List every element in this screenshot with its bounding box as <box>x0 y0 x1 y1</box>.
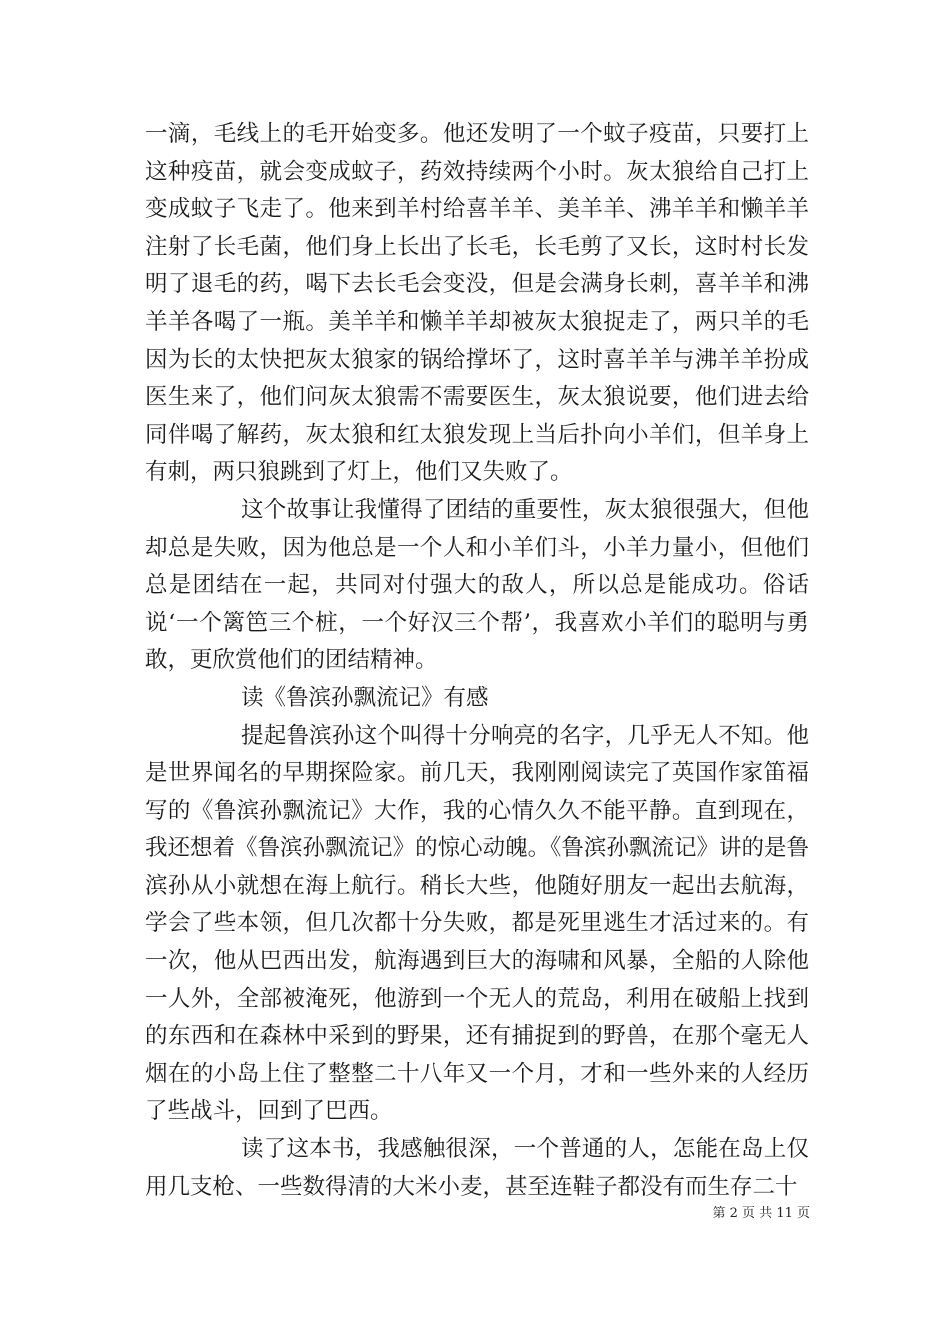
paragraph-story-continuation: 一滴，毛线上的毛开始变多。他还发明了一个蚊子疫苗，只要打上这种疫苗，就会变成蚊子，药效持续两个小时。灰太狼给自己打上变成蚊子飞走了。他来到羊村给喜羊羊、美羊羊、沸羊羊和懒羊羊注射了长毛菌，他们身上长出了长毛，长毛剪了又长，这时村长发明了退毛的药，喝下去长毛会变没，但是会满身长刺，喜羊羊和沸羊羊各喝了一瓶。美羊羊和懒羊羊却被灰太狼捉走了，两只羊的毛因为长的太快把灰太狼家的锅给撑坏了，这时喜羊羊与沸羊羊扮成医生来了，他们问灰太狼需不需要医生，灰太狼说要，他们进去给同伴喝了解药，灰太狼和红太狼发现上当后扑向小羊们，但羊身上有刺，两只狼跳到了灯上，他们又失败了。 <box>145 121 809 486</box>
essay-title: 读《鲁滨孙飘流记》有感 <box>241 684 489 711</box>
paragraph-lesson: 这个故事让我懂得了团结的重要性，灰太狼很强大，但他却总是失败，因为他总是一个人和小羊们斗，小羊力量小，但他们总是团结在一起，共同对付强大的敌人，所以总是能成功。俗话说‘一个篱笆三个桩，一个好汉三个帮’，我喜欢小羊们的聪明与勇敢，更欣赏他们的团结精神。 <box>145 496 809 674</box>
page-number-footer: 第 2 页 共 11 页 <box>712 1206 810 1221</box>
paragraph-robinson-intro: 提起鲁滨孙这个叫得十分响亮的名字，几乎无人不知。他是世界闻名的早期探险家。前几天，我刚刚阅读完了英国作家笛福写的《鲁滨孙飘流记》大作，我的心情久久不能平静。直到现在，我还想着《鲁滨孙飘流记》的惊心动魄。《鲁滨孙飘流记》讲的是鲁滨孙从小就想在海上航行。稍长大些，他随好朋友一起出去航海，学会了些本领，但几次都十分失败，都是死里逃生才活过来的。有一次，他从巴西出发，航海遇到巨大的海啸和风暴，全船的人除他一人外，全部被淹死，他游到一个无人的荒岛，利用在破船上找到的东西和在森林中采到的野果，还有捕捉到的野兽，在那个毫无人烟在的小岛上住了整整二十八年又一个月，才和一些外来的人经历了些战斗，回到了巴西。 <box>145 722 809 1125</box>
document-body <box>145 116 809 1206</box>
paragraph-reflection: 读了这本书，我感触很深，一个普通的人，怎能在岛上仅用几支枪、一些数得清的大米小麦，甚至连鞋子都没有而生存二十 <box>145 1136 809 1200</box>
